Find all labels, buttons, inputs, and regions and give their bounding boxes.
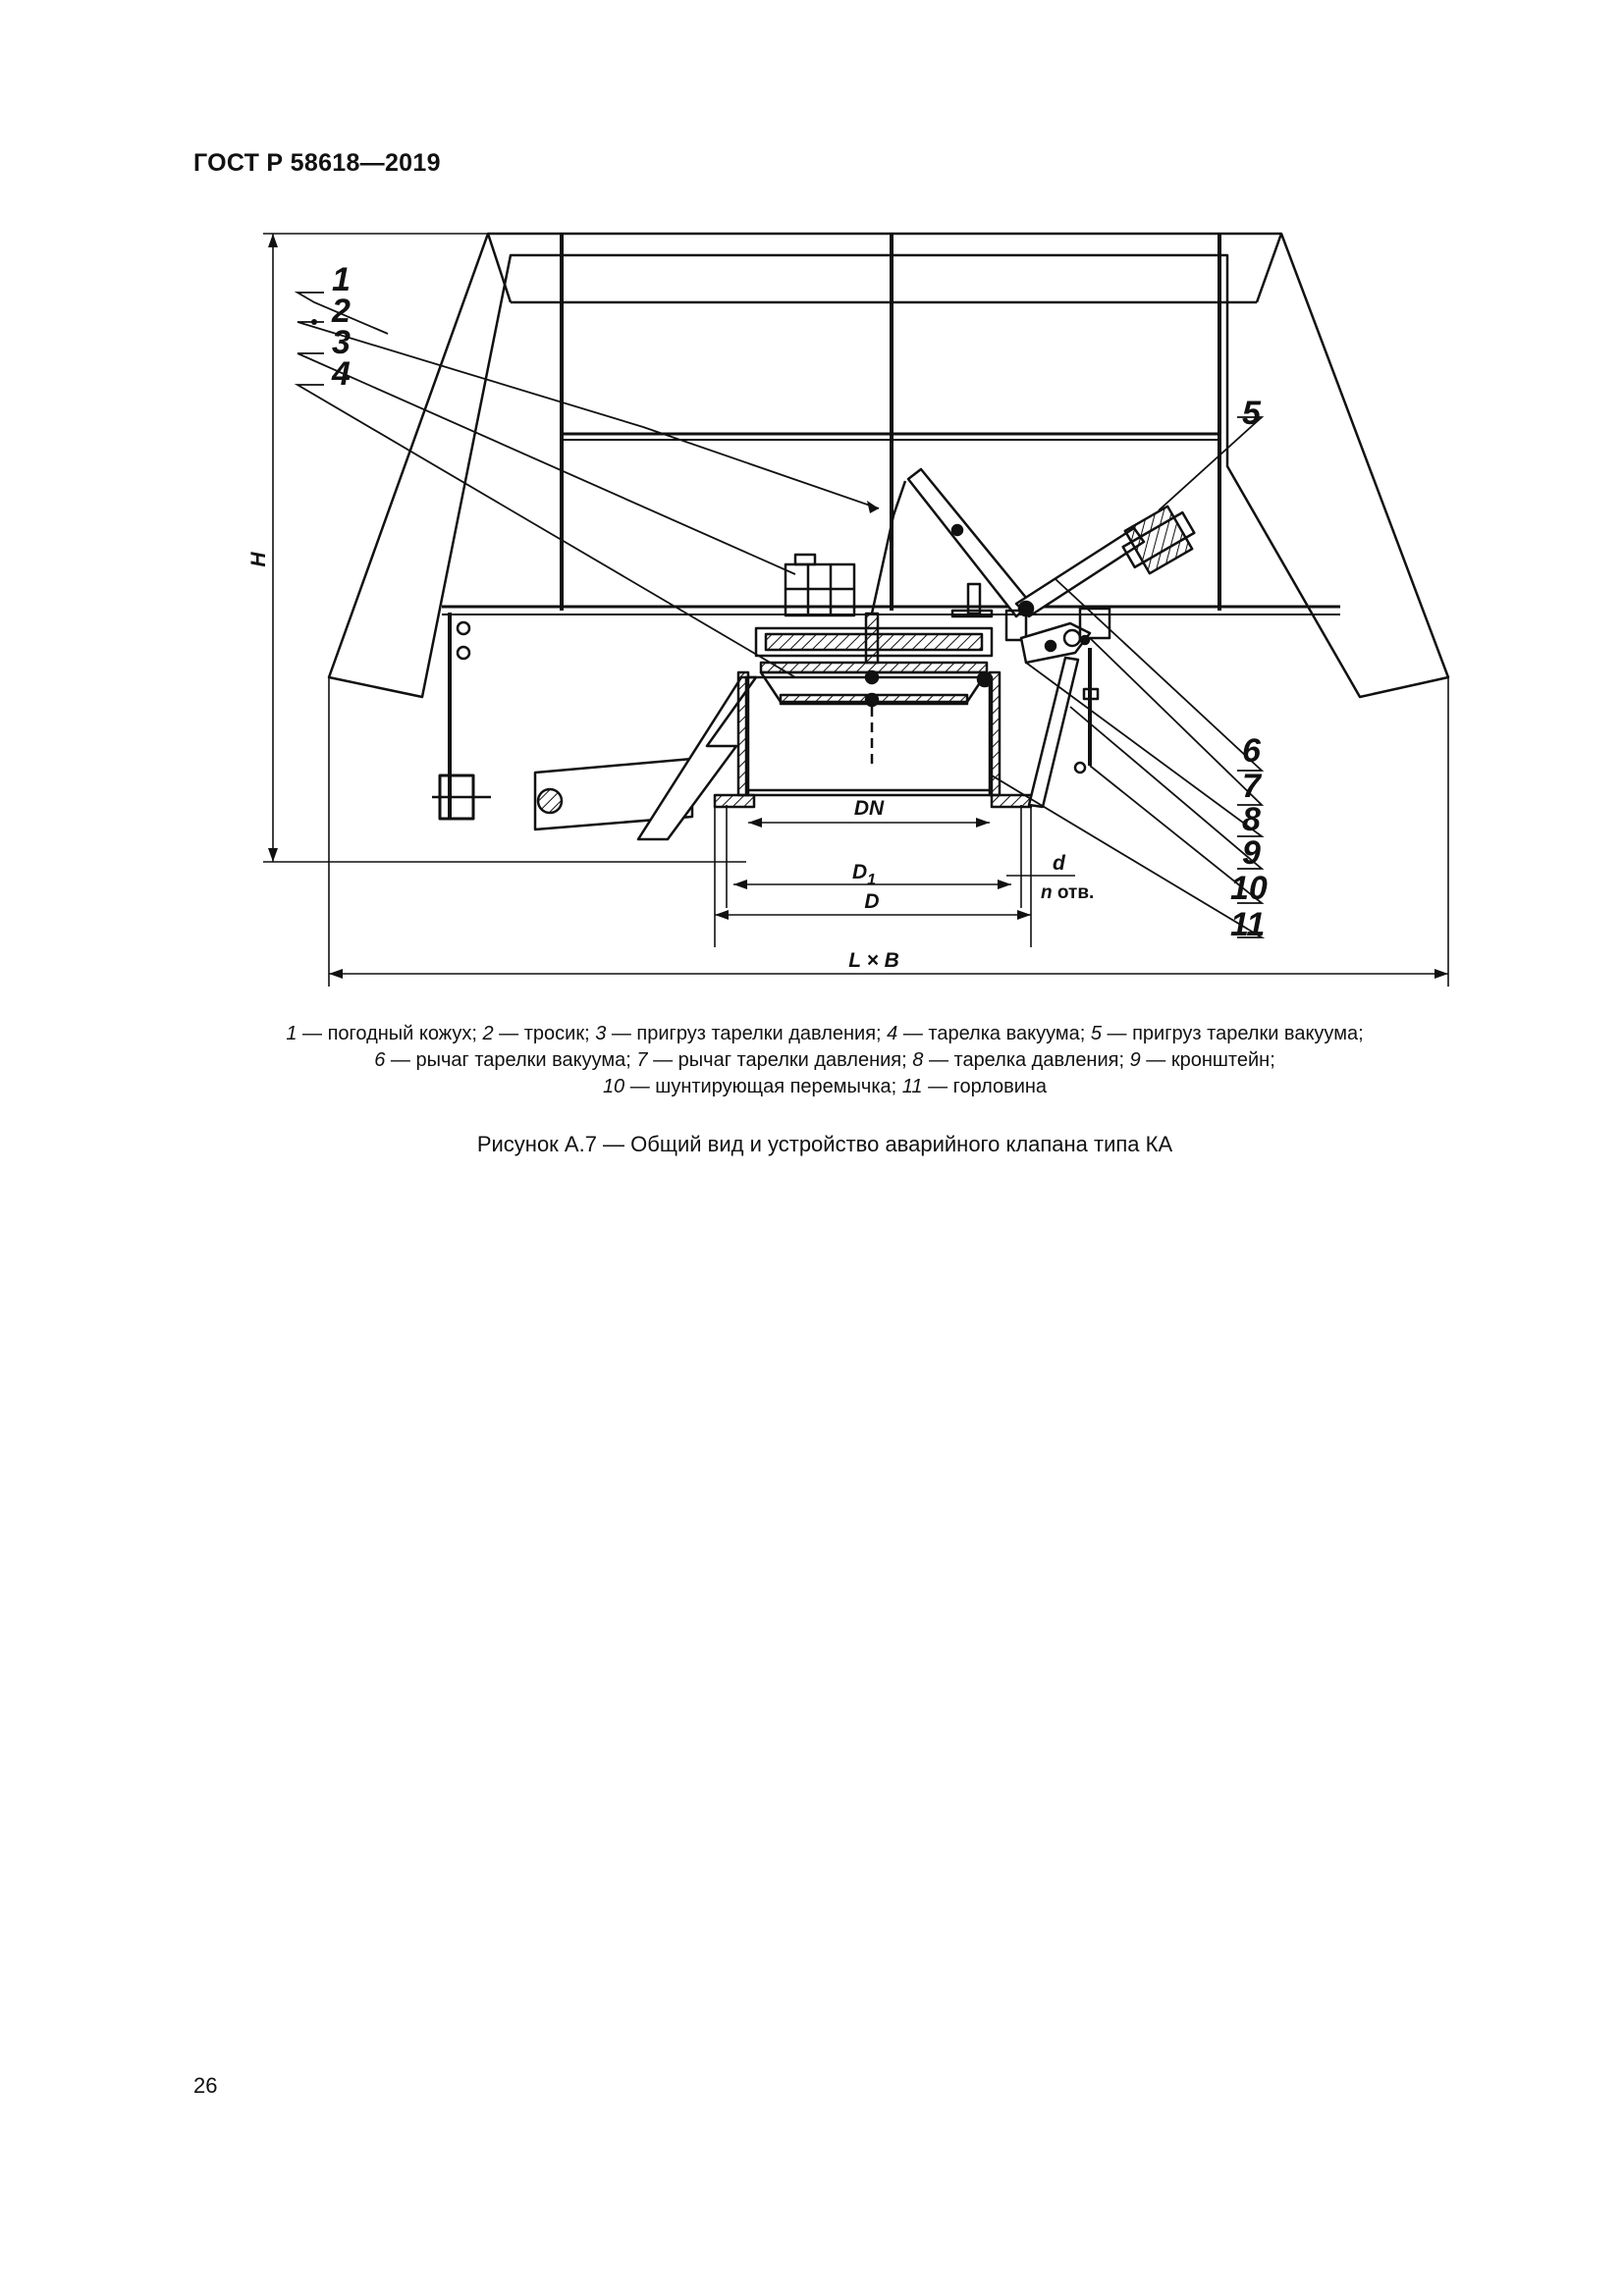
callout-1: 1 (332, 261, 351, 298)
callout-6: 6 (1242, 732, 1261, 770)
page-number: 26 (193, 2073, 218, 2098)
dim-dn: DN (853, 797, 885, 820)
figure-legend (196, 1021, 1453, 1100)
dim-small-d: d (1053, 852, 1065, 875)
dim-lxb: L × B (848, 949, 899, 972)
callout-5: 5 (1242, 395, 1261, 432)
callout-4: 4 (332, 355, 351, 393)
document-header: ГОСТ Р 58618—2019 (193, 149, 441, 177)
figure-caption: Рисунок А.7 — Общий вид и устройство аварийного клапана типа КА (476, 1132, 1173, 1156)
callout-3: 3 (332, 324, 351, 361)
callout-9: 9 (1242, 834, 1261, 872)
dim-height: H (247, 552, 270, 567)
valve-drawing (245, 216, 1483, 1001)
dim-d1: $D_1$ (851, 861, 877, 888)
technical-drawing-svg (245, 216, 1483, 1001)
legend-line-2: 6 — рычаг тарелки вакуума; 7 — рычаг тарелки давления; 8 — тарелка давления; 9 — кронштейн; (374, 1049, 1275, 1071)
legend-line-1: 1 — погодный кожух; 2 — тросик; 3 — пригруз тарелки давления; 4 — тарелка вакуума; 5 — пригруз тарелки вакуума; (286, 1023, 1364, 1044)
callout-2: 2 (332, 293, 351, 330)
callout-7: 7 (1242, 768, 1261, 805)
callout-10: 10 (1230, 870, 1268, 907)
callout-8: 8 (1242, 801, 1261, 838)
legend-line-3: 10 — шунтирующая перемычка; 11 — горловина (602, 1076, 1048, 1097)
dim-holes: n отв. (1041, 882, 1095, 903)
dim-d: D (864, 890, 880, 913)
callout-11: 11 (1230, 906, 1266, 943)
